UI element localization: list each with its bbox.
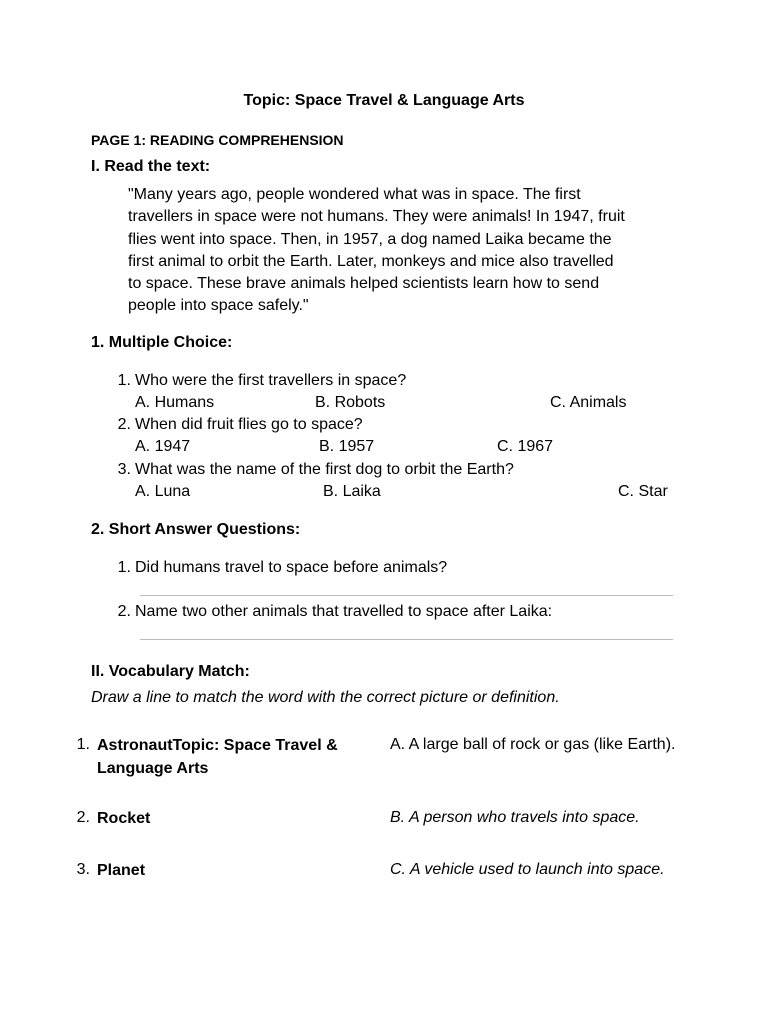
reading-passage [128,184,648,318]
section-label: PAGE 1: READING COMPREHENSION [91,132,344,148]
vocabulary-heading: II. Vocabulary Match: [91,663,250,680]
question-text: Name two other animals that travelled to space after Laika: [135,603,553,620]
match-word-1 [97,735,338,780]
page-title: Topic: Space Travel & Language Arts [243,92,525,109]
question-text: When did fruit flies go to space? [135,416,363,433]
answer-line-2[interactable] [140,639,673,640]
multiple-choice-heading: 1. Multiple Choice: [91,334,233,351]
passage-line: people into space safely." [128,297,309,315]
match-number: 1. [76,736,90,753]
question-number: 2. [117,416,131,433]
passage-line: first animal to orbit the Earth. Later, monkeys and mice also travelled [128,252,614,270]
passage-line: "Many years ago, people wondered what was in space. The first [128,186,581,203]
question-text: Did humans travel to space before animals? [135,559,448,576]
mc-option: B. Robots [315,394,386,411]
mc-option: B. Laika [323,483,381,500]
mc-option: C. 1967 [497,438,554,455]
match-word-3: Planet [97,862,146,879]
passage-line: travellers in space were not humans. They were animals! In 1947, fruit [128,208,625,226]
mc-option: C. Animals [550,394,627,411]
mc-option: A. Humans [135,394,215,411]
passage-line: to space. These brave animals helped scientists learn how to send [128,275,600,293]
match-number: 3. [76,861,90,878]
match-definition-a: A. A large ball of rock or gas (like Earth). [390,736,676,753]
vocabulary-instruction: Draw a line to match the word with the correct picture or definition. [91,689,560,706]
answer-line-1[interactable] [140,595,673,596]
match-word-line: AstronautTopic: Space Travel & [97,737,338,754]
short-answer-heading: 2. Short Answer Questions: [91,521,301,538]
match-word-line: Language Arts [97,759,209,777]
mc-option: C. Star [618,483,668,500]
question-number: 1. [117,559,131,576]
match-definition-b: B. A person who travels into space. [390,809,640,826]
question-text: Who were the first travellers in space? [135,372,407,389]
mc-option: A. Luna [135,483,191,500]
question-text: What was the name of the first dog to orbit the Earth? [135,461,514,478]
question-number: 1. [117,372,131,389]
match-definition-c: C. A vehicle used to launch into space. [390,861,665,878]
mc-option: B. 1957 [319,438,375,455]
match-word-2: Rocket [97,810,151,827]
question-number: 3. [117,461,131,478]
question-number: 2. [117,603,131,620]
reading-heading: I. Read the text: [91,158,211,175]
match-number: 2. [76,809,90,826]
mc-option: A. 1947 [135,438,191,455]
passage-line: flies went into space. Then, in 1957, a dog named Laika became the [128,230,612,248]
